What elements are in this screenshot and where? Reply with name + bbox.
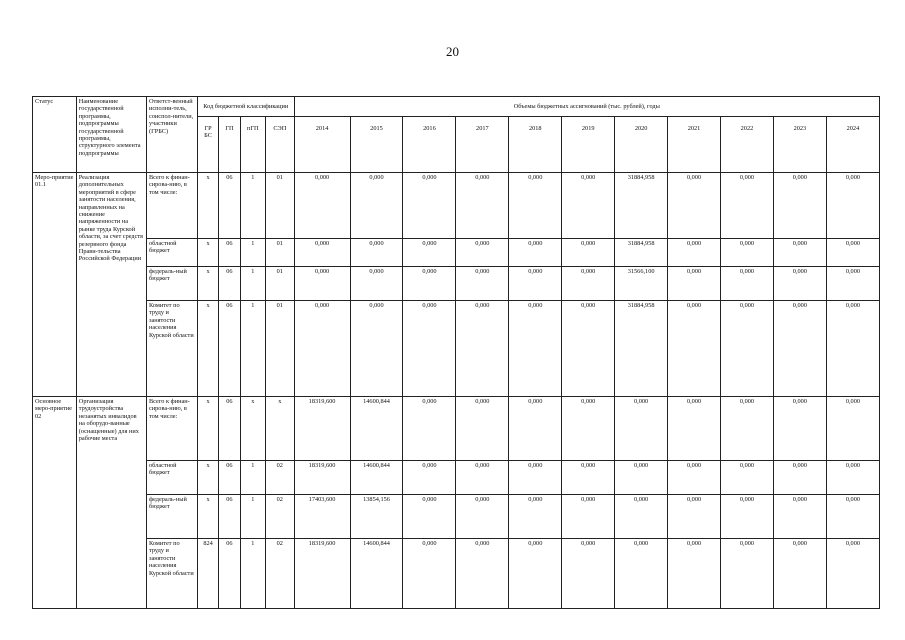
value-cell: 0,000 — [562, 397, 615, 461]
value-cell: 0,000 — [350, 239, 403, 267]
header-year: 2017 — [456, 117, 509, 173]
code-cell: 824 — [197, 539, 218, 609]
code-cell: x — [197, 267, 218, 301]
value-cell: 0,000 — [403, 301, 456, 397]
header-year: 2016 — [403, 117, 456, 173]
value-cell: 0,000 — [509, 495, 562, 539]
value-cell: 0,000 — [403, 173, 456, 239]
value-cell: 31884,958 — [615, 301, 668, 397]
value-cell: 0,000 — [350, 173, 403, 239]
value-cell: 0,000 — [773, 301, 826, 397]
table-row — [33, 239, 880, 267]
value-cell: 0,000 — [509, 173, 562, 239]
value-cell: 0,000 — [294, 267, 350, 301]
code-cell: 1 — [240, 495, 265, 539]
value-cell: 0,000 — [456, 173, 509, 239]
value-cell: 0,000 — [456, 539, 509, 609]
value-cell: 0,000 — [509, 239, 562, 267]
value-cell: 0,000 — [509, 461, 562, 495]
header-code-col: пГП — [240, 117, 265, 173]
value-cell: 14600,844 — [350, 461, 403, 495]
value-cell: 0,000 — [668, 173, 721, 239]
code-cell: 01 — [266, 301, 295, 397]
table-header — [33, 97, 880, 173]
value-cell: 0,000 — [350, 301, 403, 397]
value-cell: 0,000 — [826, 495, 879, 539]
header-year: 2022 — [721, 117, 774, 173]
code-cell: 06 — [219, 397, 240, 461]
responsible-cell: федераль-ный бюджет — [146, 267, 197, 301]
responsible-cell: Всего к финан-сирова-нию, в том числе: — [146, 397, 197, 461]
code-cell: x — [240, 397, 265, 461]
value-cell: 0,000 — [826, 301, 879, 397]
value-cell: 0,000 — [562, 539, 615, 609]
header-budget-code: Код бюджетной классификации — [197, 97, 294, 117]
code-cell: 06 — [219, 301, 240, 397]
value-cell: 0,000 — [403, 267, 456, 301]
value-cell: 0,000 — [721, 495, 774, 539]
value-cell: 0,000 — [562, 461, 615, 495]
value-cell: 18319,600 — [294, 397, 350, 461]
value-cell: 0,000 — [294, 173, 350, 239]
header-status: Статус — [33, 97, 77, 173]
value-cell: 0,000 — [403, 495, 456, 539]
code-cell: 1 — [240, 173, 265, 239]
value-cell: 0,000 — [456, 397, 509, 461]
value-cell: 0,000 — [403, 461, 456, 495]
header-year: 2015 — [350, 117, 403, 173]
code-cell: x — [197, 301, 218, 397]
value-cell: 0,000 — [668, 397, 721, 461]
code-cell: x — [197, 495, 218, 539]
value-cell: 0,000 — [509, 539, 562, 609]
value-cell: 0,000 — [721, 539, 774, 609]
header-volumes: Объемы бюджетных ассигнований (тыс. рублей), годы — [294, 97, 879, 117]
value-cell: 0,000 — [509, 301, 562, 397]
value-cell: 0,000 — [403, 539, 456, 609]
code-cell: 1 — [240, 301, 265, 397]
value-cell: 0,000 — [668, 495, 721, 539]
header-year: 2019 — [562, 117, 615, 173]
responsible-cell: областной бюджет — [146, 461, 197, 495]
value-cell: 0,000 — [294, 239, 350, 267]
value-cell: 14600,844 — [350, 397, 403, 461]
table-body — [33, 173, 880, 609]
value-cell: 0,000 — [773, 539, 826, 609]
value-cell: 0,000 — [668, 267, 721, 301]
value-cell: 0,000 — [509, 397, 562, 461]
value-cell: 0,000 — [350, 267, 403, 301]
value-cell: 0,000 — [721, 239, 774, 267]
code-cell: x — [197, 173, 218, 239]
value-cell: 0,000 — [509, 267, 562, 301]
value-cell: 0,000 — [456, 495, 509, 539]
code-cell: 06 — [219, 539, 240, 609]
value-cell: 0,000 — [721, 267, 774, 301]
header-responsible: Ответст-венный исполни-тель, соиспол-нители, участники (ГРБС) — [146, 97, 197, 173]
value-cell: 0,000 — [615, 461, 668, 495]
value-cell: 0,000 — [562, 173, 615, 239]
code-cell: 02 — [266, 461, 295, 495]
code-cell: 1 — [240, 267, 265, 301]
value-cell: 0,000 — [826, 267, 879, 301]
value-cell: 0,000 — [826, 239, 879, 267]
value-cell: 0,000 — [562, 267, 615, 301]
value-cell: 0,000 — [826, 173, 879, 239]
value-cell: 0,000 — [562, 301, 615, 397]
value-cell: 0,000 — [721, 461, 774, 495]
code-cell: 02 — [266, 539, 295, 609]
value-cell: 0,000 — [615, 397, 668, 461]
value-cell: 0,000 — [721, 397, 774, 461]
value-cell: 0,000 — [562, 495, 615, 539]
header-year: 2021 — [668, 117, 721, 173]
value-cell: 0,000 — [456, 239, 509, 267]
code-cell: 01 — [266, 267, 295, 301]
value-cell: 0,000 — [456, 461, 509, 495]
value-cell: 31884,958 — [615, 173, 668, 239]
value-cell: 0,000 — [773, 267, 826, 301]
value-cell: 0,000 — [403, 397, 456, 461]
code-cell: 01 — [266, 239, 295, 267]
header-year: 2020 — [615, 117, 668, 173]
budget-table — [32, 96, 880, 609]
value-cell: 0,000 — [615, 495, 668, 539]
value-cell: 0,000 — [294, 301, 350, 397]
header-name: Наименование государственной программы, подпрограммы государственной программы, структурного элемента подпрограммы — [76, 97, 146, 173]
header-year: 2023 — [773, 117, 826, 173]
header-year: 2024 — [826, 117, 879, 173]
value-cell: 13854,156 — [350, 495, 403, 539]
value-cell: 0,000 — [668, 539, 721, 609]
code-cell: 1 — [240, 461, 265, 495]
code-cell: 02 — [266, 495, 295, 539]
value-cell: 17403,600 — [294, 495, 350, 539]
value-cell: 0,000 — [721, 301, 774, 397]
table-row — [33, 173, 880, 239]
responsible-cell: областной бюджет — [146, 239, 197, 267]
header-code-col: ГР БС — [197, 117, 218, 173]
code-cell: x — [197, 397, 218, 461]
value-cell: 0,000 — [773, 495, 826, 539]
value-cell: 0,000 — [403, 239, 456, 267]
code-cell: 06 — [219, 239, 240, 267]
header-year: 2014 — [294, 117, 350, 173]
value-cell: 0,000 — [773, 173, 826, 239]
value-cell: 0,000 — [615, 539, 668, 609]
value-cell: 31566,100 — [615, 267, 668, 301]
value-cell: 31884,958 — [615, 239, 668, 267]
value-cell: 18319,600 — [294, 539, 350, 609]
value-cell: 18319,600 — [294, 461, 350, 495]
code-cell: 06 — [219, 173, 240, 239]
value-cell: 14600,844 — [350, 539, 403, 609]
table-row — [33, 301, 880, 397]
table-row — [33, 397, 880, 461]
header-code-col: ГП — [219, 117, 240, 173]
value-cell: 0,000 — [773, 397, 826, 461]
responsible-cell: Комитет по труду и занятости населения Курской области — [146, 539, 197, 609]
code-cell: 06 — [219, 461, 240, 495]
code-cell: 01 — [266, 173, 295, 239]
header-year: 2018 — [509, 117, 562, 173]
header-code-col: СЭП — [266, 117, 295, 173]
responsible-cell: федераль-ный бюджет — [146, 495, 197, 539]
table-row — [33, 495, 880, 539]
code-cell: x — [197, 239, 218, 267]
value-cell: 0,000 — [562, 239, 615, 267]
code-cell: 06 — [219, 495, 240, 539]
code-cell: 06 — [219, 267, 240, 301]
code-cell: x — [266, 397, 295, 461]
status-cell: Меро-приятие 01.1 — [33, 173, 77, 397]
table-row — [33, 267, 880, 301]
value-cell: 0,000 — [668, 461, 721, 495]
value-cell: 0,000 — [826, 461, 879, 495]
value-cell: 0,000 — [456, 267, 509, 301]
responsible-cell: Всего к финан-сирова-нию, в том числе: — [146, 173, 197, 239]
value-cell: 0,000 — [721, 173, 774, 239]
value-cell: 0,000 — [773, 461, 826, 495]
code-cell: 1 — [240, 239, 265, 267]
value-cell: 0,000 — [456, 301, 509, 397]
status-cell: Основное меро-приятие 02 — [33, 397, 77, 609]
table-row — [33, 461, 880, 495]
value-cell: 0,000 — [826, 539, 879, 609]
responsible-cell: Комитет по труду и занятости населения Курской области — [146, 301, 197, 397]
code-cell: x — [197, 461, 218, 495]
value-cell: 0,000 — [668, 301, 721, 397]
name-cell: Реализация дополнительных мероприятий в сфере занятости населения, направленных на снижение напряженности на рынке труда Курской области, за счет средств резервного фонда Прави-тельства Российской Федерации — [76, 173, 146, 397]
value-cell: 0,000 — [773, 239, 826, 267]
page-number: 20 — [446, 44, 459, 59]
name-cell: Организация трудоустройства незанятых инвалидов на оборудо-ванные (оснащенные) для них рабочие места — [76, 397, 146, 609]
table-row — [33, 539, 880, 609]
code-cell: 1 — [240, 539, 265, 609]
value-cell: 0,000 — [826, 397, 879, 461]
value-cell: 0,000 — [668, 239, 721, 267]
